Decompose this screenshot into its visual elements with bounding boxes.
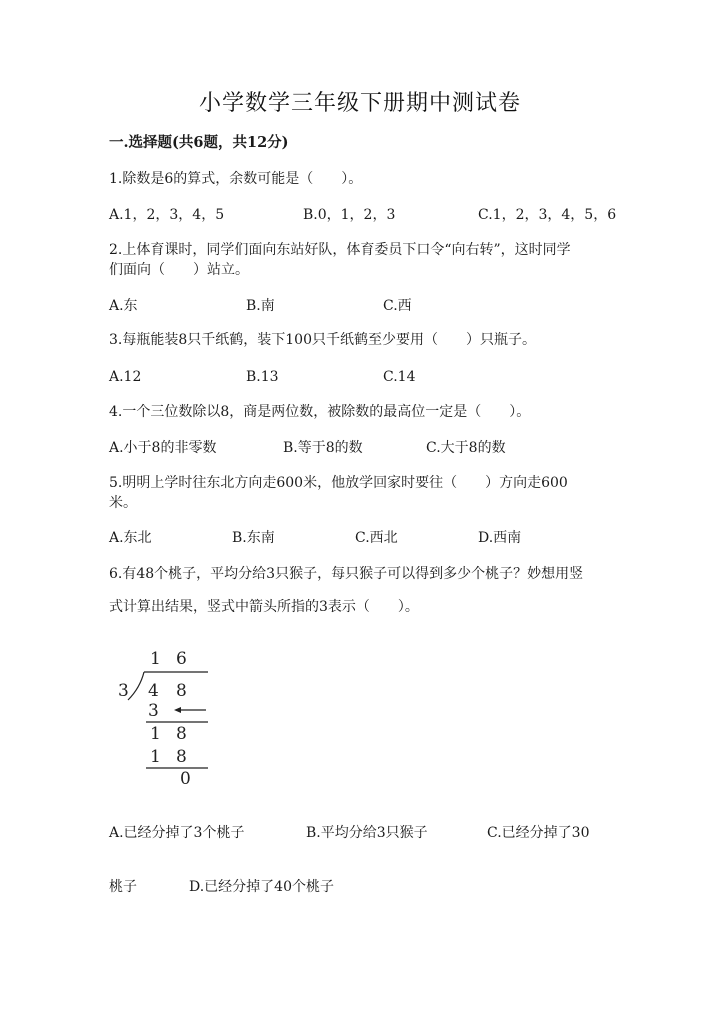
final-remainder: 0 [180,769,191,789]
question-5-text-line1: 5.明明上学时往东北方向走600米，他放学回家时要往（ ）方向走600 [109,475,568,491]
page-title: 小学数学三年级下册期中测试卷 [198,91,521,116]
question-1-text: 1.除数是6的算式，余数可能是（ ）。 [109,171,363,187]
q5-option-b: B.东南 [232,530,275,546]
division-bracket [128,672,144,700]
dividend-digit-2: 8 [176,681,187,701]
question-2-text-line1: 2.上体育课时，同学们面向东站好队，体育委员下口令“向右转”，这时同学 [109,242,571,258]
question-2-text-line2: 们面向（ ）站立。 [109,262,249,278]
long-division-figure [110,640,230,790]
question-3-text: 3.每瓶能装8只千纸鹤，装下100只千纸鹤至少要用（ ）只瓶子。 [109,332,536,348]
question-4-text: 4.一个三位数除以8，商是两位数，被除数的最高位一定是（ ）。 [109,404,531,420]
remainder-digit-2: 8 [176,724,187,744]
q1-option-a: A.1，2，3，4，5 [109,207,225,223]
divisor: 3 [118,681,129,701]
quotient-digit-2: 6 [176,649,187,669]
q6-option-c-continued: 桃子 [109,879,137,895]
q4-option-a: A.小于8的非零数 [109,440,217,456]
q2-option-c: C.西 [383,298,412,314]
q3-option-b: B.13 [246,369,279,385]
q6-option-d: D.已经分掉了40个桃子 [189,879,334,895]
q6-option-a: A.已经分掉了3个桃子 [109,825,245,841]
q5-option-d: D.西南 [478,530,522,546]
q5-option-a: A.东北 [109,530,152,546]
remainder-digit-1: 1 [150,724,161,744]
question-6-text-line2: 式计算出结果，竖式中箭头所指的3表示（ ）。 [109,599,419,615]
q1-option-b: B.0，1，2，3 [303,207,396,223]
question-6-text-line1: 6.有48个桃子，平均分给3只猴子，每只猴子可以得到多少个桃子？妙想用竖 [109,566,584,582]
q3-option-c: C.14 [383,369,416,385]
arrow-head-icon [174,707,181,713]
q5-option-c: C.西北 [355,530,398,546]
q6-option-c: C.已经分掉了30 [487,825,590,841]
section-heading: 一.选择题(共6题，共12分) [109,134,289,151]
quotient-digit-1: 1 [150,649,161,669]
step-2-digit-1: 1 [150,747,161,767]
q4-option-c: C.大于8的数 [426,440,506,456]
question-5-text-line2: 米。 [109,495,137,511]
q3-option-a: A.12 [109,369,142,385]
q2-option-a: A.东 [109,298,138,314]
q1-option-c: C.1，2，3，4，5，6 [478,207,617,223]
step-2-digit-2: 8 [176,747,187,767]
q2-option-b: B.南 [246,298,275,314]
q6-option-b: B.平均分给3只猴子 [306,825,428,841]
step-1-product: 3 [148,701,159,721]
q4-option-b: B.等于8的数 [283,440,363,456]
dividend-digit-1: 4 [148,681,159,701]
